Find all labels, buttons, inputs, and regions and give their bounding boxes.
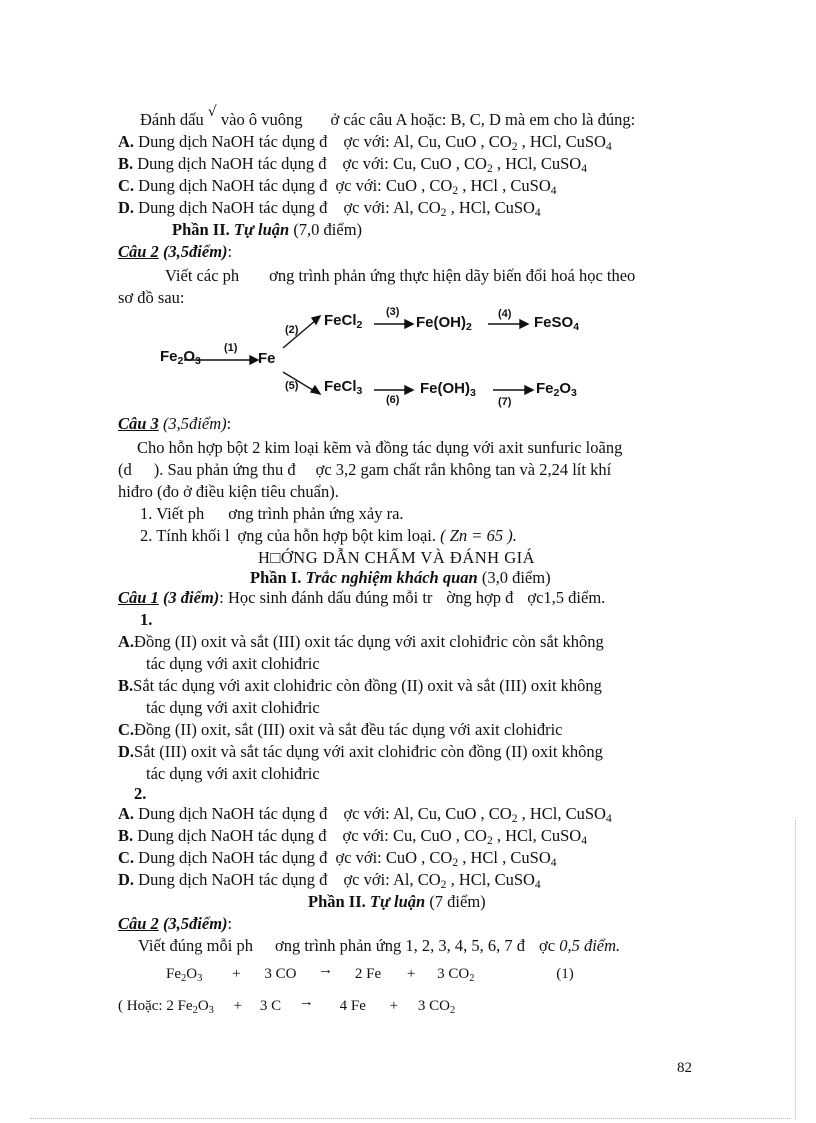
option-text: Dung dịch NaOH tác dụng đ [138,848,328,867]
option-sub: 2 [440,207,447,219]
cau3-heading [118,414,231,434]
cau3-colon: : [226,414,232,433]
option-text: Dung dịch NaOH tác dụng đ [138,198,328,217]
cau2-text-1b: ơng trình phản ứng thực hiện dãy biến đổi hoá học theo [269,266,636,285]
answer-continuation: tác dụng với axit clohiđric [146,698,320,717]
equation-1 [166,964,574,989]
eq2-p1: 4 Fe [339,998,366,1014]
arrow-4-head [520,320,528,328]
cau3-line-2a: (d [118,460,132,479]
cau2-colon: : [227,242,233,261]
eq1-number: (1) [556,966,574,982]
guide-cau1-text-b: ờng hợp đ [446,588,514,607]
answer-c [118,720,562,740]
cau3-sub-1b: ơng trình phản ứng xảy ra. [228,504,404,523]
guide-cau1-points: (3 điểm) [162,588,220,607]
arrow-right-icon: → [298,994,314,1010]
guide-num-2: 2. [134,784,147,803]
option-end: , HCl, CuSO [492,154,582,173]
arrow-right-icon: → [318,962,334,978]
label-4: (4) [498,308,512,320]
option-cont: ợc với: Al, CO [343,198,441,217]
option-end: , HCl , CuSO [458,848,551,867]
answer-continuation: tác dụng với axit clohiđric [146,764,320,783]
guide-part2-label: Phần II. [308,892,366,911]
option-sub2: 4 [534,879,541,891]
guide-part2-points: (7 điểm) [429,892,486,911]
option-sub: 2 [452,185,459,197]
scheme-arrows [150,306,600,410]
option-sub2: 4 [605,141,612,153]
option-sub2: 4 [581,163,587,175]
option-letter: A. [118,132,135,151]
cau3-line-2b: ). Sau phản ứng thu đ [153,460,296,479]
eq1-p1: 2 Fe [354,966,382,982]
option-text: Dung dịch NaOH tác dụng đ [138,870,328,889]
option-sub2: 4 [550,185,557,197]
option-sub: 2 [511,813,518,825]
checkmark-icon: √ [207,104,217,120]
option-sub: 2 [486,835,493,847]
eq2-r2: 3 C [259,998,282,1014]
node-fe2o3: $Fe_2O_3$ [160,348,201,367]
guide-cau2-text [138,936,620,956]
guide-part1-title: Trắc nghiệm khách quan [305,568,478,587]
q1-intro-a: Đánh dấu [140,110,204,129]
option-text: Dung dịch NaOH tác dụng đ [138,804,328,823]
page-number: 82 [677,1060,692,1076]
option-sub: 2 [511,141,518,153]
answer-text: Sắt (III) oxit và sắt tác dụng với axit clohiđric còn đồng (II) oxit không [134,742,603,761]
option-sub2: 4 [550,857,557,869]
option-end: , HCl, CuSO [517,132,606,151]
eq2-plus-2: + [389,998,399,1014]
guide-part1-heading [250,568,551,588]
answer-b [118,676,602,696]
option-cont: ợc với: Cu, CuO , CO [342,826,487,845]
option-text: Dung dịch NaOH tác dụng đ [137,154,327,173]
cau3-sub-2a: 2. Tính khối l [140,526,230,545]
label-5: (5) [285,380,299,392]
eq2-p2: 3 $CO_2$ [417,998,456,1016]
eq1-p2: 3 $CO_2$ [437,966,475,984]
cau3-sub-2 [140,526,517,546]
option-cont: ợc với: CuO , CO [335,848,453,867]
guide-cau1-heading [118,588,605,608]
guide-cau2-text-a: Viết đúng mỗi ph [138,936,253,955]
option-cont: ợc với: Al, CO [343,870,441,889]
option-sub: 2 [486,163,493,175]
option-text: Dung dịch NaOH tác dụng đ [137,826,327,845]
option-cont: ợc với: Cu, CuO , CO [342,154,487,173]
node-feso4: FeSO$_4$ [534,314,580,333]
cau3-points: (3,5điểm) [162,414,227,433]
answer-continuation: tác dụng với axit clohiđric [146,654,320,673]
guide-cau1-text-c: ợc1,5 điểm. [527,588,606,607]
guide-cau2-text-c: ợc [539,936,556,955]
eq1-r1: $Fe_2O_3$ [166,966,203,984]
cau2-text-1a: Viết các ph [165,266,240,285]
eq2-open: ( Hoặc: [118,998,163,1014]
arrow-7-head [525,386,533,394]
option-end: , HCl , CuSO [458,176,551,195]
cau3-sub-1a: 1. Viết ph [140,504,205,523]
answer-letter: B. [118,676,134,695]
node-fecl2: FeCl$_2$ [324,312,363,331]
guide-cau2-colon: : [227,914,233,933]
option-sub: 2 [440,879,447,891]
guide-cau1-label: Câu 1 [118,588,159,607]
label-7: (7) [498,396,512,408]
label-2: (2) [285,324,299,336]
answer-text: Sắt tác dụng với axit clohiđric còn đồng (II) oxit và sắt (III) oxit không [133,676,602,695]
option-end: , HCl, CuSO [446,198,535,217]
guide-part2-heading [308,892,486,912]
cau2-text-2: sơ đồ sau: [118,288,185,307]
option-cont: ợc với: CuO , CO [335,176,453,195]
guide-cau2-points: (3,5điểm) [162,914,228,933]
option-sub2: 4 [581,835,587,847]
arrow-6-head [405,386,413,394]
part2-points: (7,0 điểm) [293,220,363,239]
option-letter: A. [118,804,135,823]
option-letter: C. [118,848,135,867]
cau2-heading [118,242,232,262]
guide-cau2-label: Câu 2 [118,914,159,933]
option-sub: 2 [452,857,459,869]
eq2-r1: 2 $Fe_2O_3$ [166,998,214,1016]
arrow-1-head [250,356,258,364]
guide-cau1-text-a: : Học sinh đánh dấu đúng mỗi tr [219,588,433,607]
answer-text: Đồng (II) oxit, sắt (III) oxit và sắt đều tác dụng với axit clohiđric [134,720,563,739]
label-6: (6) [386,394,400,406]
guide-part1-points: (3,0 điểm) [481,568,551,587]
part2-label: Phần II. [172,220,230,239]
arrow-3-head [405,320,413,328]
part2-title: Tự luận [233,220,290,239]
label-1: (1) [224,342,238,354]
eq1-r2: 3 CO [264,966,297,982]
option-sub2: 4 [534,207,541,219]
option-letter: D. [118,870,135,889]
guide-part1-label: Phần I. [250,568,302,587]
q1-intro-b: vào ô vuông [220,110,303,129]
cau2-text-1 [165,266,635,286]
answer-letter: C. [118,720,135,739]
cau2-label: Câu 2 [118,242,159,261]
guide-cau2-text-d: 0,5 điểm. [559,936,621,955]
page-border-bottom [30,1118,790,1119]
option-sub2: 4 [605,813,612,825]
guide-num-1: 1. [140,610,153,629]
node-fe2o3-b: $Fe_2O_3$ [536,380,577,399]
guide-title: H□ỚNG DẪN CHẤM VÀ ĐÁNH GIÁ [258,548,536,567]
option-end: , HCl, CuSO [517,804,606,823]
page-border-right [795,820,796,1120]
option-letter: B. [118,826,134,845]
cau3-sub-2b: ợng của hỗn hợp bột kim loại. [237,526,437,545]
option-letter: D. [118,198,135,217]
part2-heading [172,220,362,240]
guide-cau2-heading [118,914,232,934]
cau3-line-1: Cho hỗn hợp bột 2 kim loại kẽm và đồng tác dụng với axit sunfuric loãng [137,438,623,457]
cau3-sub-1 [140,504,404,524]
label-3: (3) [386,306,400,318]
cau3-line-2 [118,460,611,480]
node-fe: Fe [258,350,276,367]
option-end: , HCl, CuSO [446,870,535,889]
option-letter: B. [118,154,134,173]
option-text: Dung dịch NaOH tác dụng đ [138,132,328,151]
guide-part2-title: Tự luận [369,892,426,911]
option-end: , HCl, CuSO [492,826,582,845]
arrow-5-head [311,386,320,394]
answer-text: Đồng (II) oxit và sắt (III) oxit tác dụng với axit clohiđric còn sắt không [134,632,604,651]
eq1-plus-1: + [232,966,241,982]
answer-letter: D. [118,742,135,761]
equation-2 [118,996,455,1021]
cau2-points: (3,5điểm) [162,242,228,261]
cau3-sub-2c: ( Zn = 65 ). [440,526,517,545]
cau3-line-3: hiđro (đo ở điều kiện tiêu chuẩn). [118,482,339,501]
option-text: Dung dịch NaOH tác dụng đ [138,176,328,195]
answer-a [118,632,604,652]
option-cont: ợc với: Al, Cu, CuO , CO [343,132,512,151]
cau3-label: Câu 3 [118,414,159,433]
guide-cau2-text-b: ơng trình phản ứng 1, 2, 3, 4, 5, 6, 7 đ [274,936,525,955]
cau3-line-2c: ợc 3,2 gam chất rắn không tan và 2,24 lít khí [315,460,612,479]
node-feoh3: $Fe(OH)_3$ [420,380,476,399]
option-cont: ợc với: Al, Cu, CuO , CO [343,804,512,823]
reaction-scheme [150,306,600,410]
answer-letter: A. [118,632,135,651]
answer-d [118,742,603,762]
eq2-plus-1: + [233,998,243,1014]
q1-intro-c: ở các câu A hoặc: B, C, D mà em cho là đúng: [330,110,636,129]
q1-intro [140,104,636,131]
eq1-plus-2: + [406,966,416,982]
option-letter: C. [118,176,135,195]
node-feoh2: $Fe(OH)_2$ [416,314,472,333]
node-fecl3: FeCl$_3$ [324,378,363,397]
